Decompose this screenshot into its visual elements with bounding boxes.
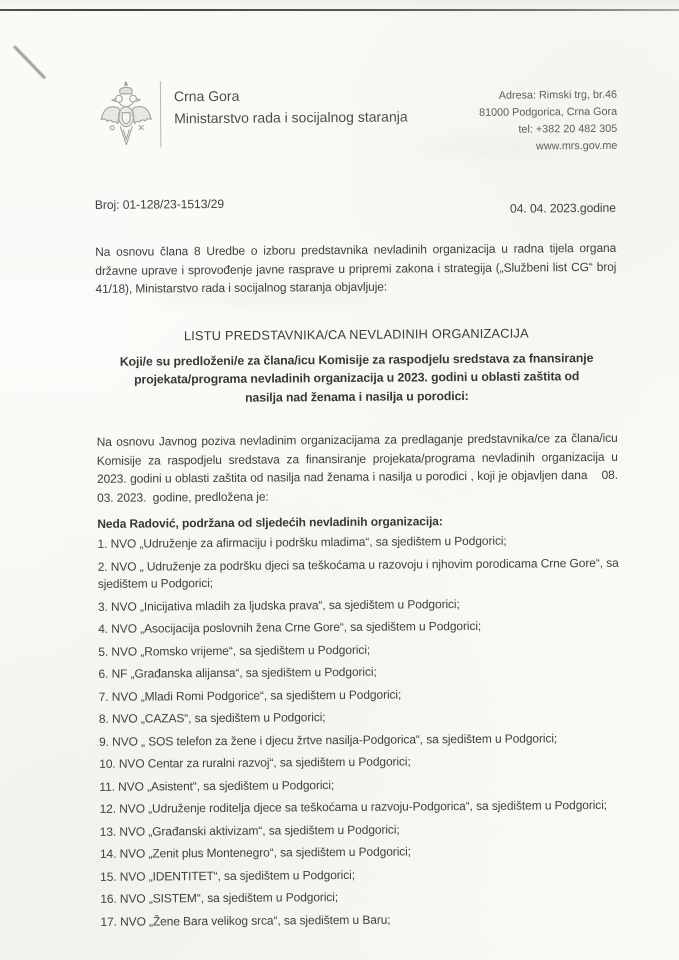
call-for-proposals-paragraph: Na osnovu Javnog poziva nevladinim organizacijama za predlaganje predstavnika/ce za člana/icu Komisije za raspodjelu sredstava za finansiranje projekata/programa nevladinih organizacija u 2023. godini u oblasti zaštita od nasilja nad ženama i nasilja u porodici , koji je objavljen dana 08. 03. 2023. godine, predložena je: bbox=[96, 430, 619, 505]
document-title: LISTU PREDSTAVNIKA/CA NEVLADINIH ORGANIZACIJA bbox=[183, 325, 529, 343]
org-list-item: 4. NVO „Asocijacija poslovnih žena Crne Gore“, sa sjedištem u Podgorici; bbox=[98, 618, 482, 636]
letterhead-divider bbox=[160, 81, 162, 147]
montenegro-coat-of-arms-icon bbox=[99, 79, 154, 149]
org-list-item: 17. NVO „Žene Bara velikog srca“, sa sjedištem u Baru; bbox=[100, 912, 391, 929]
reference-row bbox=[95, 194, 616, 219]
org-list-item: 3. NVO „Inicijativa mladih za ljudska prava“, sa sjedištem u Podgorici; bbox=[97, 596, 460, 614]
website-line: www.mrs.gov.me bbox=[535, 139, 618, 153]
address-line: 81000 Podgorica, Crna Gora bbox=[479, 105, 618, 119]
document-date: 04. 04. 2023.godine bbox=[509, 200, 616, 216]
phone-line: tel: +382 20 482 305 bbox=[518, 122, 618, 136]
candidate-line: Neda Radović, podržana od sljedećih nevladinih organizacija: bbox=[97, 514, 443, 531]
org-list-item: 10. NVO Centar za ruralni razvoj“, sa sjedištem u Podgorici; bbox=[99, 754, 411, 771]
document-subtitle: Koji/e su predloženi/e za člana/icu Komisije za raspodjelu sredstava za fnansiranje projekata/programa nevladinih organizacija u 2023. godini u oblasti zaštita od nasilja nad ženama i nasilja u porodici: bbox=[119, 350, 594, 405]
org-list-item: 5. NVO „Romsko vrijeme“, sa sjedištem u Podgorici; bbox=[98, 642, 371, 659]
document-body bbox=[95, 194, 622, 931]
reference-number: Broj: 01-128/23-1513/29 bbox=[94, 196, 225, 212]
letterhead-org bbox=[174, 83, 408, 129]
org-ministry-name: Ministarstvo rada i socijalnog staranja bbox=[174, 108, 408, 127]
org-list-item: 11. NVO „Asistent“, sa sjedištem u Podgorici; bbox=[99, 777, 335, 794]
contact-block bbox=[479, 87, 618, 156]
org-list-item: 7. NVO „Mladi Romi Podgorice“, sa sjedištem u Podgorici; bbox=[98, 687, 402, 704]
org-list-item: 16. NVO „SISTEM“, sa sjedištem u Podgorici; bbox=[100, 890, 339, 906]
org-list-item: 9. NVO „ SOS telefon za žene i djecu žrtve nasilja-Podgorica“, sa sjedištem u Podgorici; bbox=[98, 730, 558, 749]
org-list-item: 14. NVO „Zenit plus Montenegro“, sa sjedištem u Podgorici; bbox=[99, 844, 411, 861]
organization-list bbox=[97, 532, 621, 931]
org-list-item: 2. NVO „ Udruženje za podršku djeci sa teškoćama u razovoju i njhovim porodicama Crne Gore“, sa sjedištem u Podgorici; bbox=[97, 555, 619, 591]
org-list-item: 13. NVO „Građanski aktivizam“, sa sjedištem u Podgorici; bbox=[99, 822, 400, 839]
org-list-item: 1. NVO „Udruženje za afirmaciju i podršku mladima“, sa sjedištem u Podgorici; bbox=[97, 533, 507, 551]
address-line: Adresa: Rimski trg, br.46 bbox=[498, 88, 618, 102]
org-list-item: 8. NVO „CAZAS“, sa sjedištem u Podgorici; bbox=[98, 710, 326, 726]
org-country: Crna Gora bbox=[173, 87, 240, 105]
legal-basis-paragraph: Na osnovu člana 8 Uredbe o izboru predstavnika nevladinih organizacija u radna tijela organa državne uprave i sprovođenje javne rasprave u pripremi zakona i strategija („Službeni list CG“ broj 41/18), Ministarstvo rada i socijalnog staranja objavljuje: bbox=[95, 240, 617, 296]
org-list-item: 15. NVO „IDENTITET“, sa sjedištem u Podgorici; bbox=[100, 867, 355, 884]
org-list-item: 6. NF „Građanska alijansa“, sa sjedištem u Podgorici; bbox=[98, 664, 377, 681]
org-list-item: 12. NVO „Udruženje roditelja djece sa teškoćama u razvoju-Podgorica“, sa sjedištem u Podgorici; bbox=[99, 797, 608, 816]
